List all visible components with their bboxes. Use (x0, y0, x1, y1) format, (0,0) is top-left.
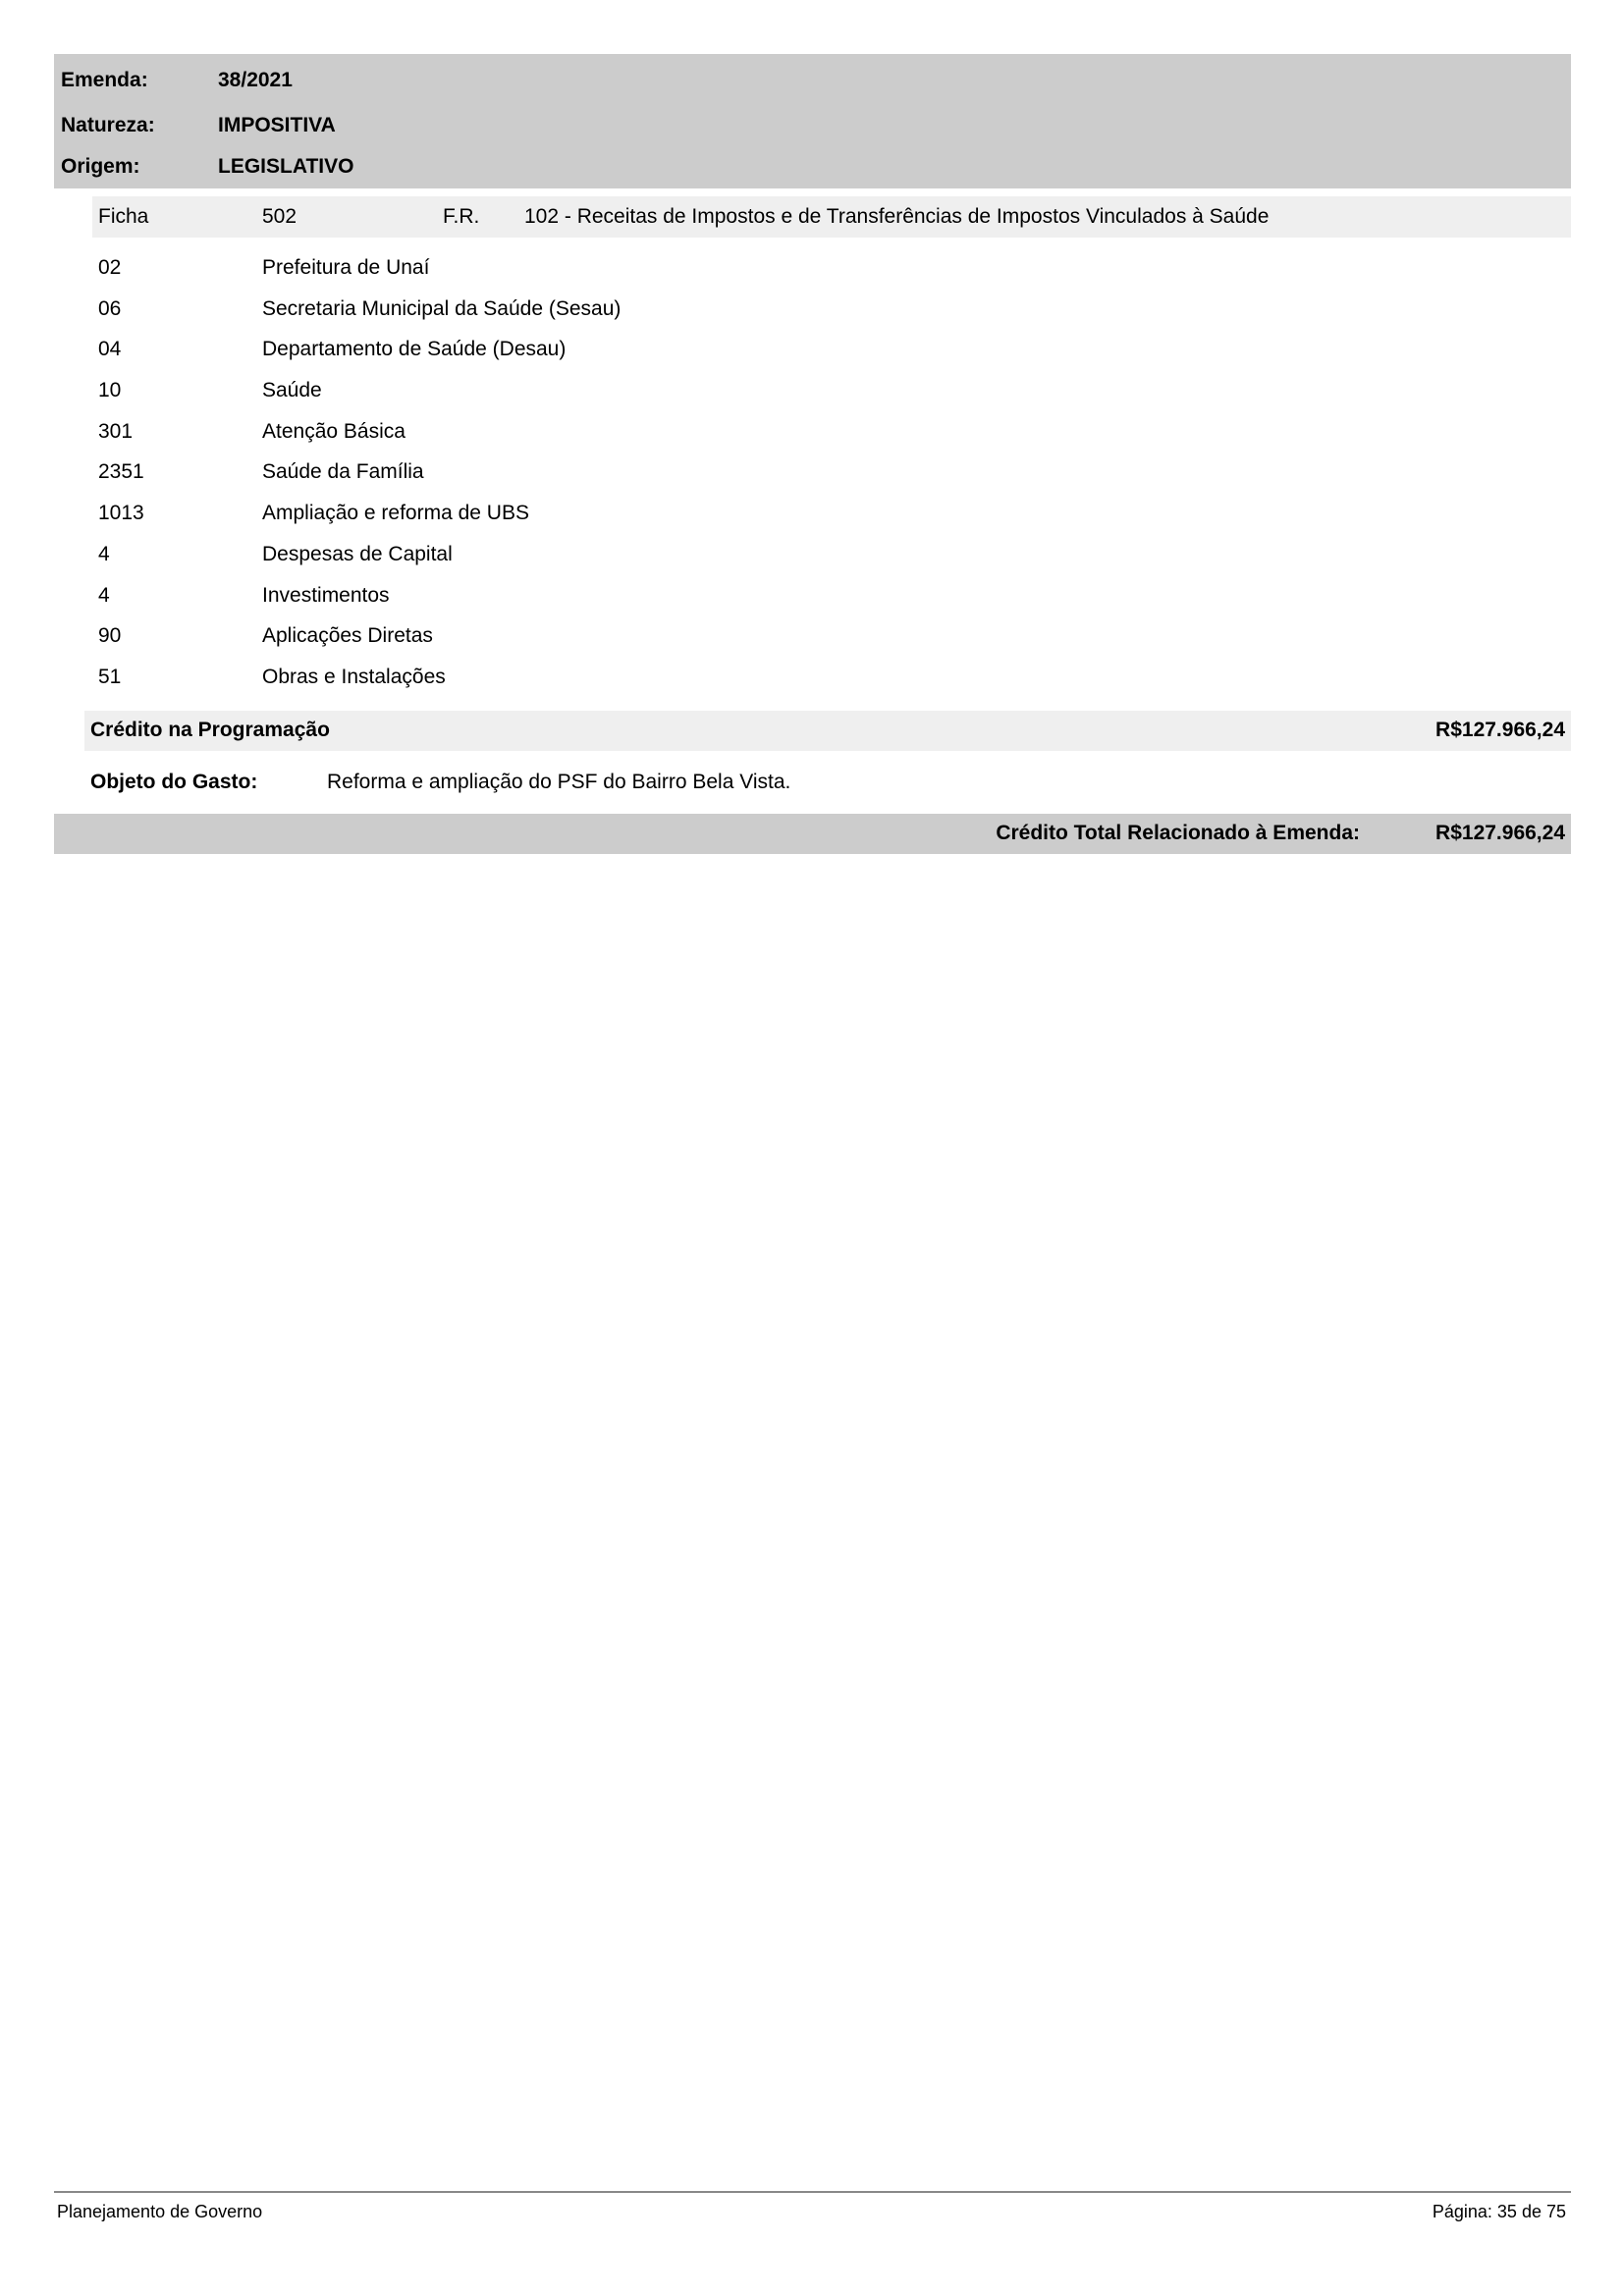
list-item (98, 335, 1473, 376)
fr-label: F.R. (443, 205, 480, 228)
prog-code: 4 (98, 583, 110, 607)
list-item (98, 540, 1473, 581)
emenda-label: Emenda: (61, 69, 148, 91)
list-item (98, 499, 1473, 540)
total-label: Crédito Total Relacionado à Emenda: (996, 822, 1360, 844)
prog-description: Saúde (262, 379, 322, 402)
list-item (98, 376, 1473, 417)
prog-description: Departamento de Saúde (Desau) (262, 338, 567, 361)
objeto-value: Reforma e ampliação do PSF do Bairro Bela Vista. (327, 771, 791, 793)
list-item (98, 663, 1473, 704)
natureza-value: IMPOSITIVA (218, 114, 336, 136)
credito-value: R$127.966,24 (1435, 719, 1565, 741)
prog-code: 06 (98, 296, 122, 320)
ficha-number: 502 (262, 205, 298, 228)
prog-description: Atenção Básica (262, 419, 406, 443)
natureza-label: Natureza: (61, 114, 155, 136)
fr-description: 102 - Receitas de Impostos e de Transferências de Impostos Vinculados à Saúde (524, 205, 1270, 228)
list-item (98, 294, 1473, 336)
credito-programacao-bar (84, 711, 1571, 751)
prog-description: Saúde da Família (262, 460, 424, 484)
prog-code: 301 (98, 419, 134, 443)
prog-code: 4 (98, 542, 110, 565)
origem-label: Origem: (61, 155, 140, 178)
prog-code: 10 (98, 379, 122, 402)
list-item (98, 621, 1473, 663)
credito-total-bar (54, 814, 1571, 854)
prog-code: 2351 (98, 460, 144, 484)
footer-department: Planejamento de Governo (57, 2202, 263, 2221)
origem-value: LEGISLATIVO (218, 155, 354, 178)
prog-code: 90 (98, 624, 122, 648)
prog-code: 51 (98, 665, 122, 688)
prog-code: 02 (98, 256, 122, 279)
prog-description: Aplicações Diretas (262, 624, 433, 648)
prog-description: Ampliação e reforma de UBS (262, 502, 529, 525)
prog-code: 1013 (98, 502, 144, 525)
prog-description: Investimentos (262, 583, 390, 607)
prog-description: Prefeitura de Unaí (262, 256, 430, 279)
list-item (98, 581, 1473, 622)
ficha-label: Ficha (98, 205, 149, 228)
list-item (98, 457, 1473, 499)
prog-description: Despesas de Capital (262, 542, 453, 565)
objeto-label: Objeto do Gasto: (90, 771, 258, 793)
prog-description: Secretaria Municipal da Saúde (Sesau) (262, 296, 622, 320)
page-number: Página: 35 de 75 (1432, 2202, 1566, 2221)
list-item (98, 253, 1473, 294)
prog-code: 04 (98, 338, 122, 361)
emenda-value: 38/2021 (218, 69, 293, 91)
ficha-bar (92, 196, 1571, 238)
credito-label: Crédito na Programação (90, 719, 330, 741)
programacao-list (98, 253, 1473, 704)
total-value: R$127.966,24 (1435, 822, 1565, 844)
list-item (98, 417, 1473, 458)
prog-description: Obras e Instalações (262, 665, 446, 688)
footer-divider (54, 2191, 1571, 2193)
emenda-header (54, 54, 1571, 188)
